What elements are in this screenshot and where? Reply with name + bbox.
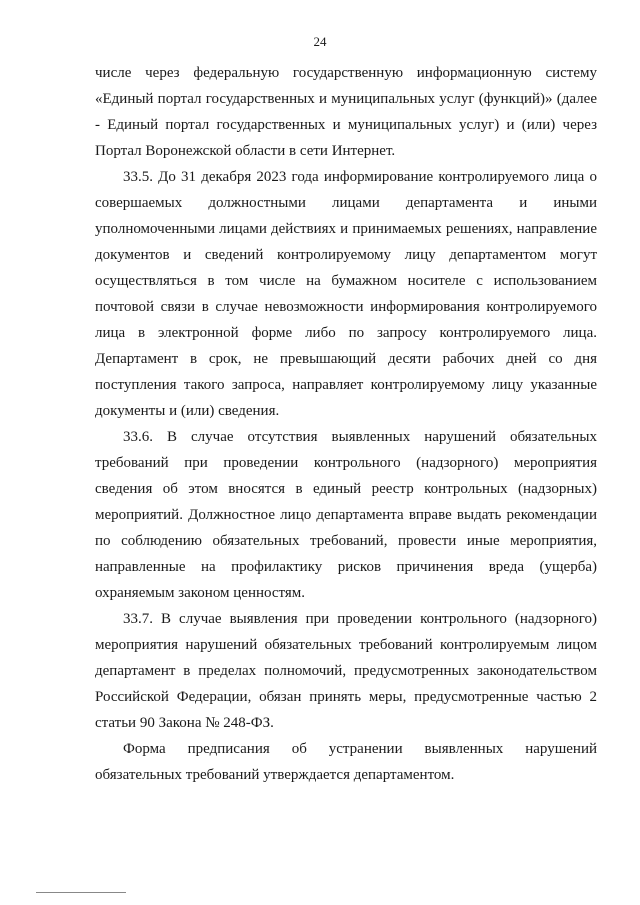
paragraph-prescription-form: [95, 736, 597, 788]
text-line: уполномоченными лицами действиях и принимаемых решениях, направление: [95, 221, 597, 237]
text-line: совершаемых должностными лицами департамента и иными: [95, 195, 597, 211]
text-line: статьи 90 Закона № 248-ФЗ.: [95, 715, 274, 731]
paragraph-33-6: [95, 424, 597, 606]
text-line: 33.5. До 31 декабря 2023 года информирование контролируемого лица о: [123, 169, 597, 185]
paragraph-33-5: [95, 164, 597, 424]
text-line: Портал Воронежской области в сети Интернет.: [95, 143, 396, 159]
text-line: 33.7. В случае выявления при проведении контрольного (надзорного): [123, 611, 597, 627]
text-line: Форма предписания об устранении выявленных нарушений: [123, 741, 597, 757]
text-line: документы и (или) сведения.: [95, 403, 280, 419]
text-line: Департамент в срок, не превышающий десяти рабочих дней со дня: [95, 351, 597, 367]
page-number: 24: [313, 34, 327, 49]
text-line: охраняемым законом ценностям.: [95, 585, 306, 601]
text-line: мероприятия нарушений обязательных требований контролируемым лицом: [95, 637, 597, 653]
text-line: - Единый портал государственных и муниципальных услуг) и (или) через: [95, 117, 597, 133]
text-line: документов и сведений контролируемому лицу департаментом могут: [95, 247, 597, 263]
text-line: лица в электронной форме либо по запросу контролируемого лица.: [95, 325, 597, 341]
text-line: Российской Федерации, обязан принять меры, предусмотренные частью 2: [95, 689, 597, 705]
text-line: осуществляться в том числе на бумажном носителе с использованием: [95, 273, 597, 289]
text-line: обязательных требований утверждается департаментом.: [95, 767, 455, 783]
text-line: поступления такого запроса, направляет контролируемому лицу указанные: [95, 377, 597, 393]
text-line: по соблюдению обязательных требований, провести иные мероприятия,: [95, 533, 597, 549]
text-line: «Единый портал государственных и муниципальных услуг (функций)» (далее: [95, 91, 597, 107]
text-line: числе через федеральную государственную информационную систему: [95, 65, 597, 81]
text-line: направленные на профилактику рисков причинения вреда (ущерба): [95, 559, 597, 575]
document-body: [95, 60, 597, 788]
text-line: мероприятий. Должностное лицо департамента вправе выдать рекомендации: [95, 507, 597, 523]
text-line: почтовой связи в случае невозможности информирования контролируемого: [95, 299, 597, 315]
text-line: 33.6. В случае отсутствия выявленных нарушений обязательных: [123, 429, 597, 445]
paragraph-33-7: [95, 606, 597, 736]
text-line: департамент в пределах полномочий, предусмотренных законодательством: [95, 663, 597, 679]
footer-rule: [36, 892, 126, 893]
text-line: требований при проведении контрольного (надзорного) мероприятия: [95, 455, 597, 471]
paragraph-continuation: [95, 60, 597, 164]
text-line: сведения об этом вносятся в единый реестр контрольных (надзорных): [95, 481, 597, 497]
